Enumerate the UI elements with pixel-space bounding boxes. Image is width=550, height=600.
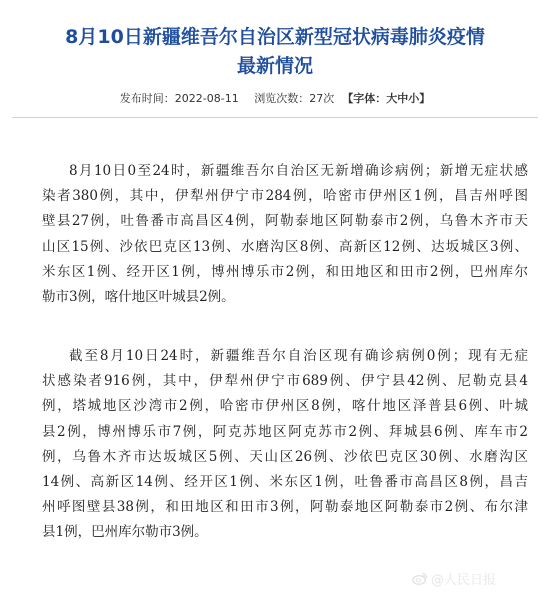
paragraph-line: 例，乌鲁木齐市达坂城区5例、天山区26例、沙依巴克区30例、水磨沟区 [42, 448, 528, 465]
paragraph-line: 米东区1例、经开区1例，博州博乐市2例，和田地区和田市2例，巴州库尔 [42, 263, 528, 280]
article-title-line-1: 8月10日新疆维吾尔自治区新型冠状病毒肺炎疫情 [65, 26, 485, 48]
paragraph-line: 染者380例，其中，伊犁州伊宁市284例，哈密市伊州区1例，昌吉州呼图 [42, 188, 528, 205]
paragraph-line: 14例、高新区14例、经开区1例、米东区1例，吐鲁番市高昌区8例，昌吉 [42, 474, 528, 491]
meta-spacer [239, 92, 255, 105]
paragraph-line: 状感染者916例，其中，伊犁州伊宁市689例、伊宁县42例、尼勒克县4 [42, 373, 528, 390]
article-paragraph-2 [42, 344, 528, 546]
paragraph-line: 山区15例、沙依巴克区13例、水磨沟区8例、高新区12例、达坂城区3例、 [42, 238, 528, 255]
paragraph-line: 州呼图壁县38例，和田地区和田市3例，阿勒泰地区阿勒泰市2例、布尔津 [42, 499, 528, 516]
article-meta [0, 90, 550, 106]
weibo-icon [412, 572, 428, 585]
font-size-control[interactable]: 【字体：大中小】 [342, 92, 431, 105]
weibo-watermark [412, 569, 496, 588]
paragraph-line: 县2例，博州博乐市7例，阿克苏地区阿克苏市2例、拜城县6例、库车市2 [42, 423, 528, 440]
title-divider [12, 117, 538, 118]
watermark-text: @人民日报 [431, 573, 497, 588]
paragraph-line: 例，塔城地区沙湾市2例，哈密市伊州区8例，喀什地区泽普县6例、叶城 [42, 398, 528, 415]
paragraph-line: 壁县27例，吐鲁番市高昌区4例，阿勒泰地区阿勒泰市2例，乌鲁木齐市天 [42, 213, 528, 230]
publish-time: 发布时间：2022-08-11 [119, 92, 239, 105]
paragraph-line: 8月10日0至24时，新疆维吾尔自治区无新增确诊病例；新增无症状感 [69, 163, 528, 179]
article-title-line-2: 最新情况 [236, 55, 313, 77]
paragraph-line: 县1例，巴州库尔勒市3例。 [42, 524, 208, 541]
paragraph-line: 勒市3例，喀什地区叶城县2例。 [42, 289, 235, 306]
view-count: 浏览次数：27次 [254, 92, 335, 105]
paragraph-line: 截至8月10日24时，新疆维吾尔自治区现有确诊病例0例；现有无症 [69, 348, 528, 364]
article-paragraph-1 [42, 159, 528, 310]
